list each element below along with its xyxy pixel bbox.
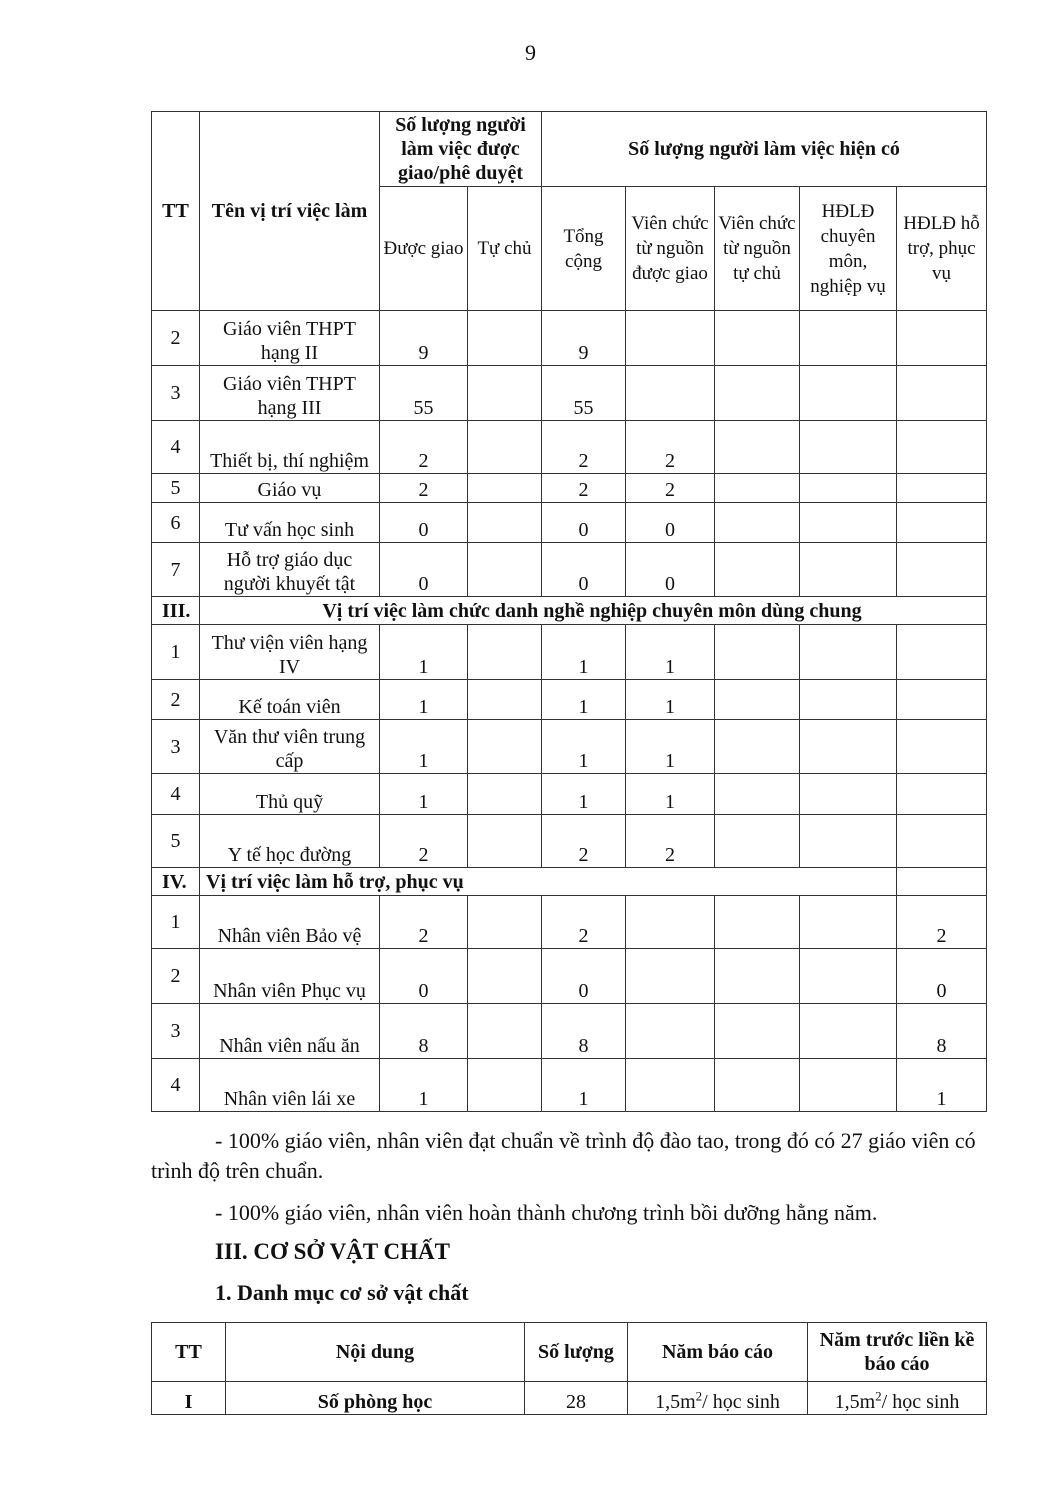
cell-total: 1	[542, 774, 626, 815]
page-number: 9	[525, 40, 536, 65]
section-heading: III. CƠ SỞ VẬT CHẤT	[215, 1239, 450, 1264]
cell-contract-support	[897, 815, 987, 868]
cell-assigned: 2	[380, 474, 468, 503]
cell-assigned: 0	[380, 503, 468, 543]
cell-autonomous	[468, 366, 542, 421]
cell-autonomous	[468, 1004, 542, 1059]
cell-contract-support	[897, 421, 987, 474]
cell-name: Y tế học đường	[200, 815, 380, 868]
section-iv-title: Vị trí việc làm hỗ trợ, phục vụ	[200, 868, 897, 896]
cell-total: 1	[542, 720, 626, 774]
cell-civil-assigned	[626, 896, 715, 949]
cell-assigned: 2	[380, 815, 468, 868]
report-year-value: 1,5m	[655, 1391, 696, 1413]
cell-contract-professional	[800, 421, 897, 474]
table-row	[152, 774, 987, 815]
facility-header-content: Nội dung	[226, 1323, 525, 1382]
staff-rows-group-a	[152, 311, 987, 597]
cell-name: Giáo viên THPT hạng II	[200, 311, 380, 366]
report-year-exponent: 2	[695, 1388, 703, 1404]
cell-civil-autonomous	[715, 503, 800, 543]
cell-total: 0	[542, 949, 626, 1004]
table-row	[152, 625, 987, 680]
cell-civil-assigned: 2	[626, 474, 715, 503]
paragraph-qualification: - 100% giáo viên, nhân viên đạt chuẩn về trình độ đào tao, trong đó có 27 giáo viên có trình độ trên chuẩn.	[151, 1128, 976, 1183]
facility-table	[151, 1322, 987, 1415]
cell-name: Giáo vụ	[200, 474, 380, 503]
paragraph-training: - 100% giáo viên, nhân viên hoàn thành chương trình bồi dưỡng hằng năm.	[215, 1200, 878, 1225]
cell-tt: 3	[152, 366, 200, 421]
cell-tt: 1	[152, 625, 200, 680]
cell-civil-autonomous	[715, 1059, 800, 1112]
header-current-group: Số lượng người làm việc hiện có	[542, 112, 987, 187]
cell-name: Thiết bị, thí nghiệm	[200, 421, 380, 474]
cell-contract-support	[897, 311, 987, 366]
cell-name: Thư viện viên hạng IV	[200, 625, 380, 680]
cell-autonomous	[468, 815, 542, 868]
cell-autonomous	[468, 311, 542, 366]
cell-tt: 2	[152, 680, 200, 720]
cell-civil-assigned: 0	[626, 543, 715, 597]
cell-tt: 4	[152, 421, 200, 474]
cell-assigned: 55	[380, 366, 468, 421]
cell-civil-assigned	[626, 949, 715, 1004]
table-row	[152, 543, 987, 597]
table-row	[152, 680, 987, 720]
cell-contract-support	[897, 774, 987, 815]
facility-cell-quantity: 28	[525, 1382, 628, 1415]
cell-autonomous	[468, 625, 542, 680]
header-autonomous: Tự chủ	[468, 187, 542, 311]
section-iii-row	[152, 597, 987, 625]
facility-header-report-year: Năm báo cáo	[628, 1323, 808, 1382]
cell-contract-professional	[800, 720, 897, 774]
cell-contract-professional	[800, 774, 897, 815]
section-iv-empty	[897, 868, 987, 896]
cell-assigned: 1	[380, 720, 468, 774]
cell-contract-professional	[800, 543, 897, 597]
cell-total: 2	[542, 421, 626, 474]
cell-contract-support: 0	[897, 949, 987, 1004]
prev-year-value: 1,5m	[834, 1391, 876, 1413]
cell-civil-assigned	[626, 311, 715, 366]
table-row	[152, 311, 987, 366]
cell-contract-support	[897, 366, 987, 421]
cell-name: Nhân viên Phục vụ	[200, 949, 380, 1004]
cell-civil-autonomous	[715, 774, 800, 815]
cell-contract-support: 1	[897, 1059, 987, 1112]
cell-contract-support	[897, 543, 987, 597]
staff-rows-group-b	[152, 625, 987, 868]
cell-autonomous	[468, 474, 542, 503]
section-iv-number: IV.	[152, 868, 200, 896]
cell-contract-professional	[800, 311, 897, 366]
cell-tt: 2	[152, 311, 200, 366]
facility-cell-tt: I	[152, 1382, 226, 1415]
cell-autonomous	[468, 720, 542, 774]
cell-tt: 5	[152, 474, 200, 503]
cell-civil-autonomous	[715, 543, 800, 597]
table-row	[152, 949, 987, 1004]
cell-contract-professional	[800, 503, 897, 543]
cell-civil-autonomous	[715, 680, 800, 720]
cell-name: Thủ quỹ	[200, 774, 380, 815]
cell-total: 1	[542, 680, 626, 720]
cell-civil-autonomous	[715, 625, 800, 680]
cell-assigned: 2	[380, 896, 468, 949]
cell-total: 2	[542, 896, 626, 949]
cell-civil-assigned: 2	[626, 421, 715, 474]
cell-name: Hỗ trợ giáo dục người khuyết tật	[200, 543, 380, 597]
header-contract-professional: HĐLĐ chuyên môn, nghiệp vụ	[800, 187, 897, 311]
cell-assigned: 1	[380, 680, 468, 720]
cell-name: Nhân viên nấu ăn	[200, 1004, 380, 1059]
cell-contract-support: 8	[897, 1004, 987, 1059]
cell-assigned: 0	[380, 949, 468, 1004]
cell-civil-assigned: 2	[626, 815, 715, 868]
cell-contract-professional	[800, 1004, 897, 1059]
cell-civil-assigned: 0	[626, 503, 715, 543]
cell-name: Giáo viên THPT hạng III	[200, 366, 380, 421]
cell-civil-autonomous	[715, 720, 800, 774]
cell-contract-professional	[800, 625, 897, 680]
cell-assigned: 1	[380, 774, 468, 815]
cell-civil-autonomous	[715, 896, 800, 949]
header-civil-assigned: Viên chức từ nguồn được giao	[626, 187, 715, 311]
facility-row	[152, 1382, 987, 1415]
cell-total: 9	[542, 311, 626, 366]
table-row	[152, 1004, 987, 1059]
cell-contract-professional	[800, 1059, 897, 1112]
cell-civil-assigned: 1	[626, 720, 715, 774]
cell-contract-support	[897, 625, 987, 680]
cell-total: 0	[542, 543, 626, 597]
table-row	[152, 1059, 987, 1112]
cell-autonomous	[468, 421, 542, 474]
facility-header-prev-year: Năm trước liền kề báo cáo	[808, 1323, 987, 1382]
cell-civil-assigned	[626, 366, 715, 421]
header-contract-support: HĐLĐ hỗ trợ, phục vụ	[897, 187, 987, 311]
facility-cell-report-year	[628, 1382, 808, 1415]
cell-tt: 4	[152, 1059, 200, 1112]
staff-table	[151, 111, 987, 1112]
cell-total: 2	[542, 474, 626, 503]
header-position: Tên vị trí việc làm	[200, 112, 380, 311]
cell-contract-support: 2	[897, 896, 987, 949]
cell-contract-professional	[800, 949, 897, 1004]
cell-total: 1	[542, 1059, 626, 1112]
cell-assigned: 8	[380, 1004, 468, 1059]
cell-tt: 1	[152, 896, 200, 949]
cell-tt: 5	[152, 815, 200, 868]
facility-cell-prev-year	[808, 1382, 987, 1415]
cell-contract-support	[897, 474, 987, 503]
section-iii-title: Vị trí việc làm chức danh nghề nghiệp chuyên môn dùng chung	[200, 597, 987, 625]
table-row	[152, 896, 987, 949]
prev-year-unit: / học sinh	[881, 1391, 960, 1413]
cell-assigned: 0	[380, 543, 468, 597]
cell-tt: 3	[152, 1004, 200, 1059]
facility-cell-content: Số phòng học	[226, 1382, 525, 1415]
cell-autonomous	[468, 774, 542, 815]
header-total: Tổng cộng	[542, 187, 626, 311]
cell-name: Văn thư viên trung cấp	[200, 720, 380, 774]
cell-civil-autonomous	[715, 366, 800, 421]
cell-civil-autonomous	[715, 311, 800, 366]
cell-assigned: 1	[380, 1059, 468, 1112]
cell-contract-support	[897, 720, 987, 774]
cell-civil-autonomous	[715, 949, 800, 1004]
cell-total: 2	[542, 815, 626, 868]
header-tt: TT	[152, 112, 200, 311]
cell-autonomous	[468, 503, 542, 543]
header-assigned: Được giao	[380, 187, 468, 311]
facility-header-quantity: Số lượng	[525, 1323, 628, 1382]
cell-contract-support	[897, 503, 987, 543]
cell-civil-assigned: 1	[626, 774, 715, 815]
cell-total: 55	[542, 366, 626, 421]
cell-tt: 4	[152, 774, 200, 815]
cell-civil-autonomous	[715, 474, 800, 503]
cell-name: Nhân viên lái xe	[200, 1059, 380, 1112]
cell-civil-assigned: 1	[626, 625, 715, 680]
cell-total: 8	[542, 1004, 626, 1059]
cell-contract-professional	[800, 680, 897, 720]
cell-tt: 6	[152, 503, 200, 543]
cell-contract-professional	[800, 474, 897, 503]
table-row	[152, 474, 987, 503]
table-row	[152, 815, 987, 868]
cell-civil-assigned: 1	[626, 680, 715, 720]
report-year-unit: / học sinh	[702, 1391, 780, 1413]
subsection-heading: 1. Danh mục cơ sở vật chất	[215, 1280, 469, 1305]
cell-contract-professional	[800, 896, 897, 949]
cell-contract-professional	[800, 366, 897, 421]
cell-autonomous	[468, 949, 542, 1004]
section-iii-number: III.	[152, 597, 200, 625]
cell-autonomous	[468, 543, 542, 597]
cell-tt: 2	[152, 949, 200, 1004]
table-row	[152, 421, 987, 474]
cell-autonomous	[468, 896, 542, 949]
table-row	[152, 720, 987, 774]
cell-assigned: 9	[380, 311, 468, 366]
section-iv-row	[152, 868, 987, 896]
header-civil-autonomous: Viên chức từ nguồn tự chủ	[715, 187, 800, 311]
cell-name: Tư vấn học sinh	[200, 503, 380, 543]
prev-year-exponent: 2	[875, 1388, 882, 1404]
table-row	[152, 366, 987, 421]
cell-autonomous	[468, 1059, 542, 1112]
cell-name: Nhân viên Bảo vệ	[200, 896, 380, 949]
cell-civil-autonomous	[715, 815, 800, 868]
staff-rows-group-c	[152, 896, 987, 1112]
cell-civil-assigned	[626, 1059, 715, 1112]
cell-name: Kế toán viên	[200, 680, 380, 720]
cell-contract-professional	[800, 815, 897, 868]
cell-civil-autonomous	[715, 421, 800, 474]
cell-tt: 3	[152, 720, 200, 774]
cell-civil-autonomous	[715, 1004, 800, 1059]
header-approved-group: Số lượng người làm việc được giao/phê duyệt	[380, 112, 542, 187]
cell-total: 0	[542, 503, 626, 543]
cell-tt: 7	[152, 543, 200, 597]
cell-assigned: 1	[380, 625, 468, 680]
cell-assigned: 2	[380, 421, 468, 474]
facility-header-tt: TT	[152, 1323, 226, 1382]
cell-autonomous	[468, 680, 542, 720]
cell-total: 1	[542, 625, 626, 680]
cell-civil-assigned	[626, 1004, 715, 1059]
table-row	[152, 503, 987, 543]
cell-contract-support	[897, 680, 987, 720]
